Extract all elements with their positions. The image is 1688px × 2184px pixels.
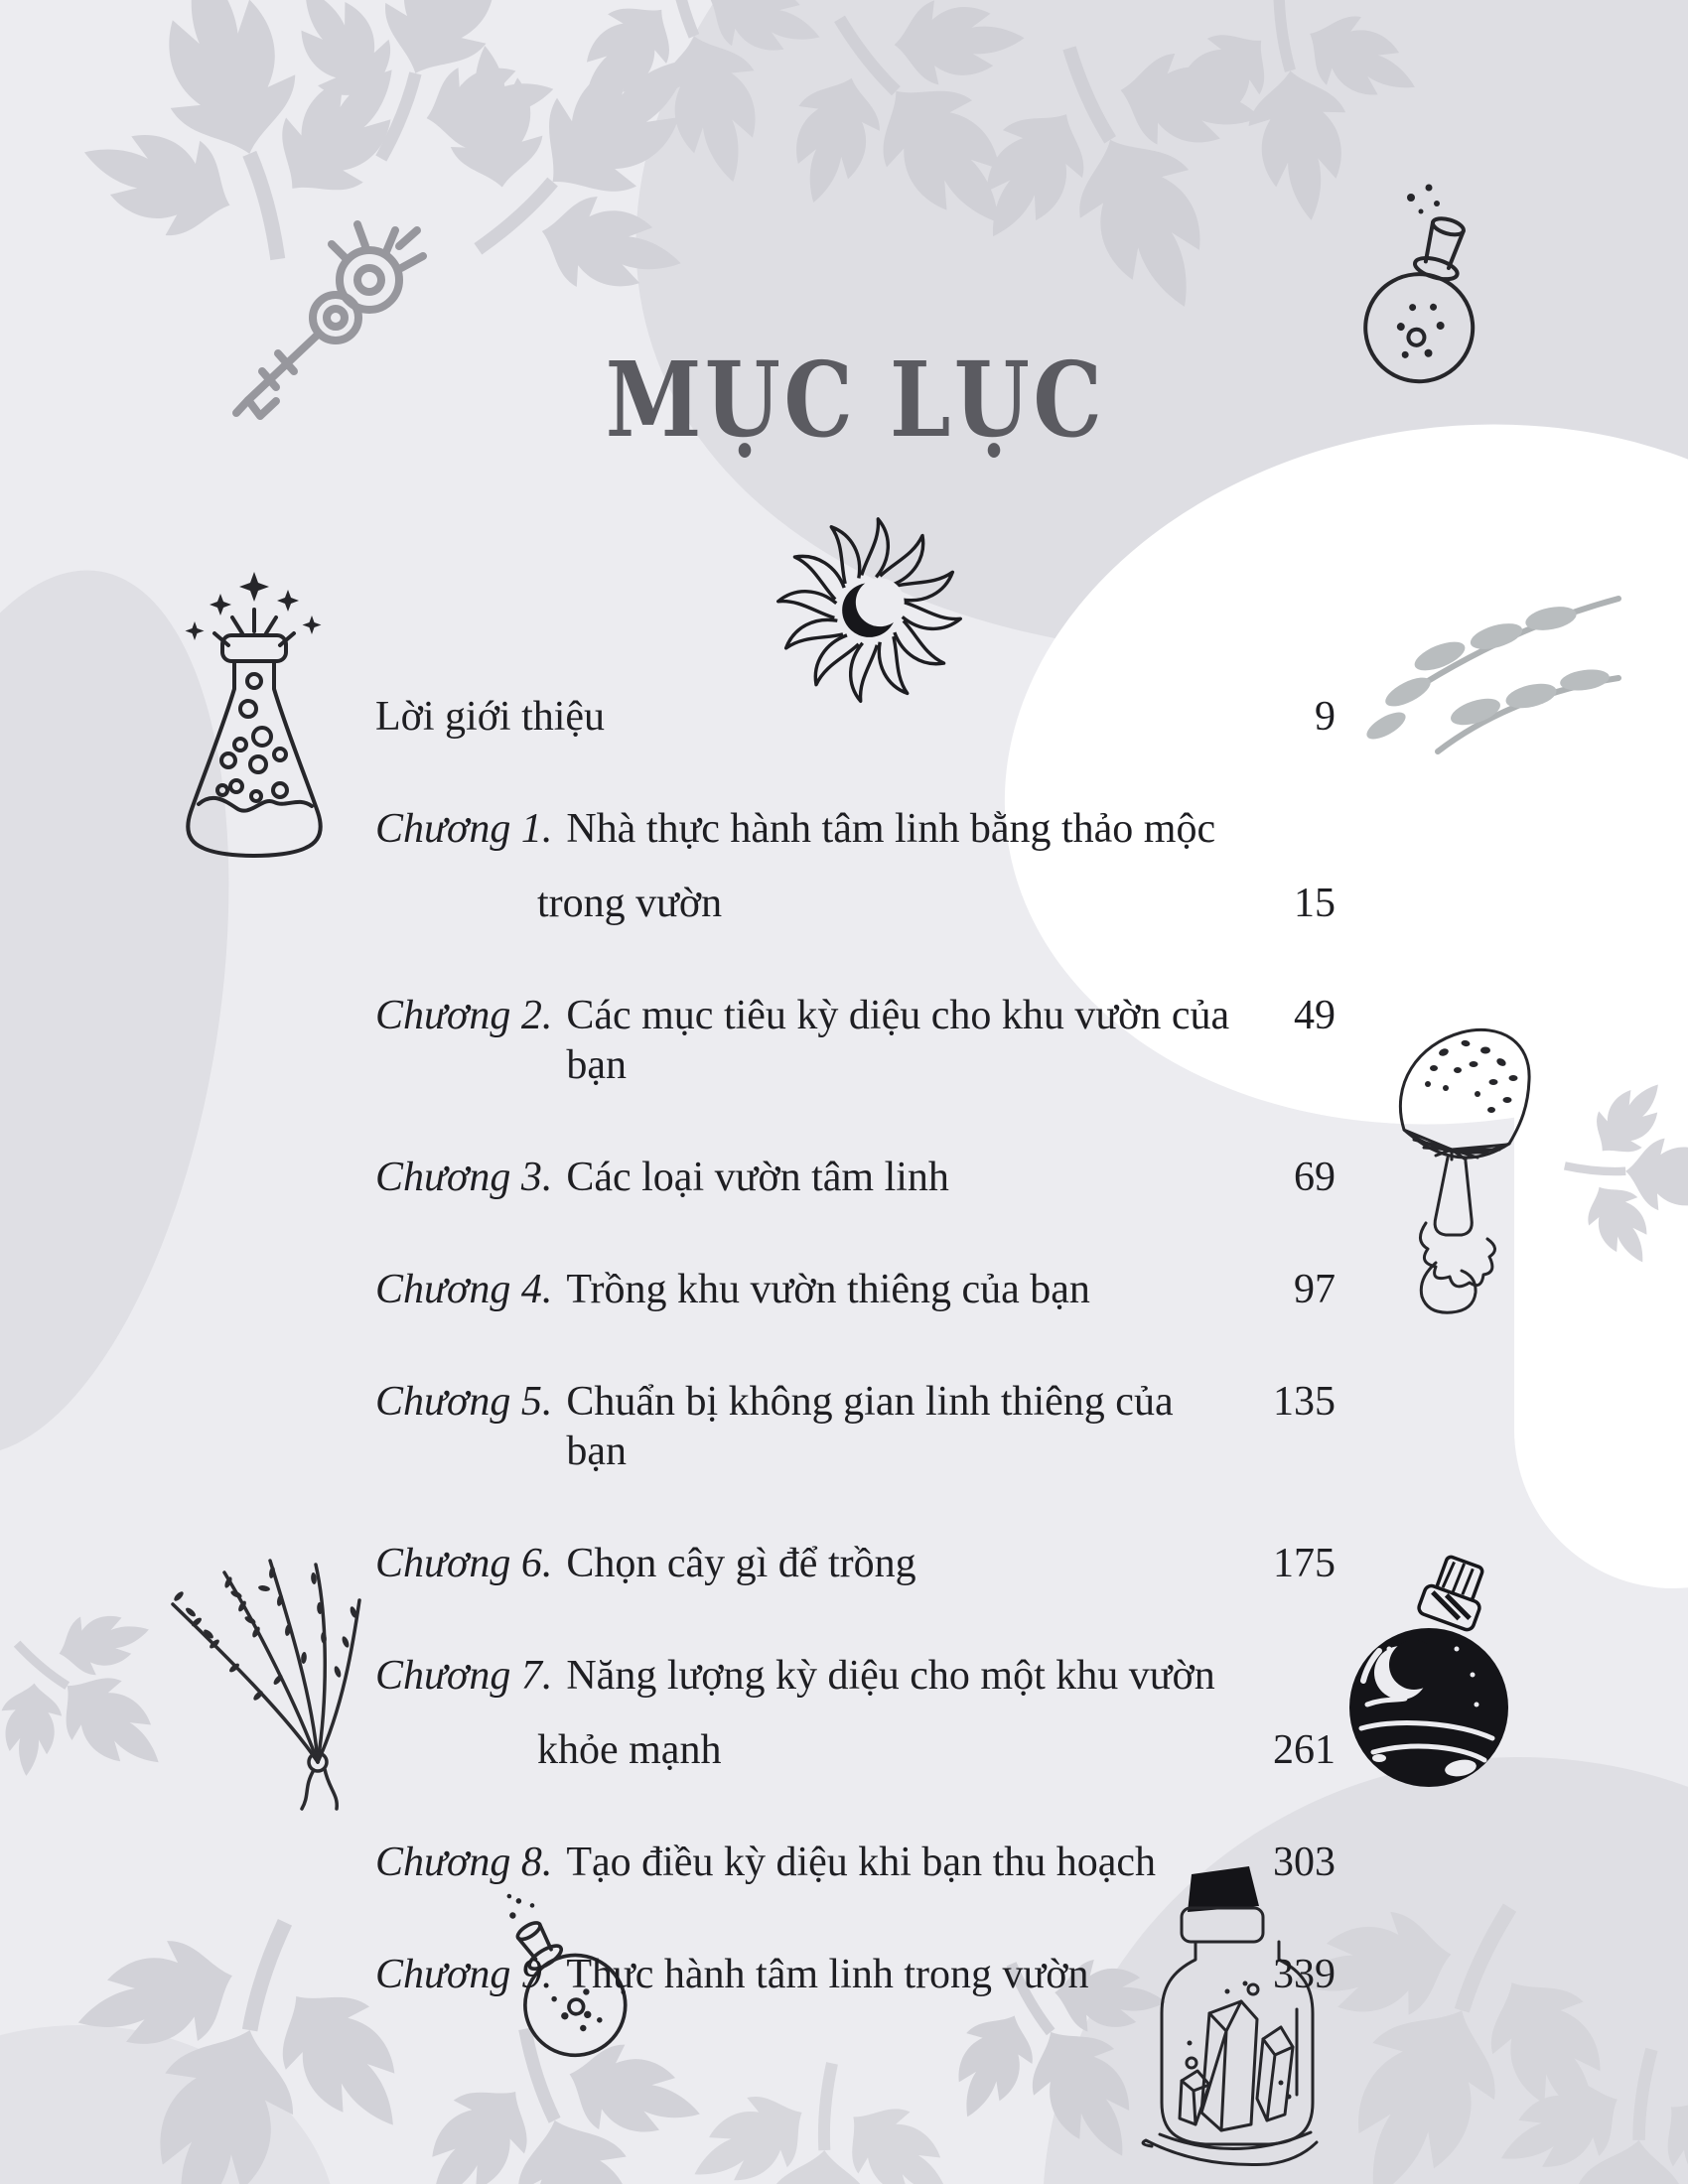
entry-title: Chuẩn bị không gian linh thiêng của bạn	[566, 1379, 1174, 1474]
toc-entry	[375, 1377, 1336, 1476]
toc-entry	[375, 1265, 1336, 1314]
page-title: MỤC LỤC	[605, 339, 1106, 461]
entry-title: Nhà thực hành tâm linh bằng thảo mộc	[566, 806, 1216, 852]
entry-title: Thực hành tâm linh trong vườn	[566, 1952, 1089, 1997]
entry-prefix: Chương 1.	[375, 806, 553, 852]
table-of-contents	[375, 692, 1336, 2062]
entry-prefix: Chương 2.	[375, 993, 553, 1038]
toc-entry	[375, 1651, 1336, 1775]
toc-entry	[375, 991, 1336, 1090]
entry-page-number: 261	[1273, 1727, 1336, 1773]
toc-entry	[375, 1838, 1336, 1887]
entry-page-number: 175	[1273, 1541, 1336, 1586]
toc-entry	[375, 804, 1336, 928]
entry-title-line2: khỏe mạnh	[537, 1727, 722, 1773]
entry-title: Tạo điều kỳ diệu khi bạn thu hoạch	[566, 1840, 1157, 1885]
entry-title: Các loại vườn tâm linh	[566, 1155, 949, 1200]
entry-prefix: Chương 8.	[375, 1840, 553, 1885]
entry-page-number: 49	[1294, 993, 1336, 1038]
entry-prefix: Chương 3.	[375, 1155, 553, 1200]
sage-branch-icon	[1291, 561, 1628, 809]
entry-page-number: 97	[1294, 1267, 1336, 1312]
toc-entry	[375, 1153, 1336, 1202]
entry-title: Năng lượng kỳ diệu cho một khu vườn	[566, 1653, 1215, 1699]
entry-prefix: Chương 7.	[375, 1653, 553, 1699]
entry-page-number: 303	[1273, 1840, 1336, 1885]
potion-bottle-icon	[1345, 184, 1504, 432]
entry-prefix: Chương 9.	[375, 1952, 553, 1997]
entry-title-line2: trong vườn	[537, 881, 723, 926]
moon-potion-icon	[1336, 1554, 1524, 1797]
entry-prefix: Chương 6.	[375, 1541, 553, 1586]
entry-page-number: 9	[1315, 694, 1336, 740]
entry-prefix: Chương 4.	[375, 1267, 553, 1312]
entry-page-number: 15	[1294, 881, 1336, 926]
herb-bundle-icon	[139, 1539, 377, 1802]
sun-moon-icon	[763, 511, 976, 715]
toc-entry	[375, 692, 1336, 742]
entry-title: Các mục tiêu kỳ diệu cho khu vườn của bạn	[566, 993, 1230, 1088]
toc-entry	[375, 1950, 1336, 1999]
entry-title: Trồng khu vườn thiêng của bạn	[566, 1267, 1090, 1312]
key-icon	[218, 218, 432, 462]
toc-entry	[375, 1539, 1336, 1588]
entry-title: Chọn cây gì để trồng	[566, 1541, 916, 1586]
entry-page-number: 339	[1273, 1952, 1336, 1997]
entry-page-number: 135	[1273, 1379, 1336, 1425]
mushroom-icon	[1372, 1011, 1541, 1303]
flask-icon	[161, 568, 350, 886]
entry-prefix: Chương 5.	[375, 1379, 553, 1425]
entry-title: Lời giới thiệu	[375, 694, 606, 740]
entry-page-number: 69	[1294, 1155, 1336, 1200]
